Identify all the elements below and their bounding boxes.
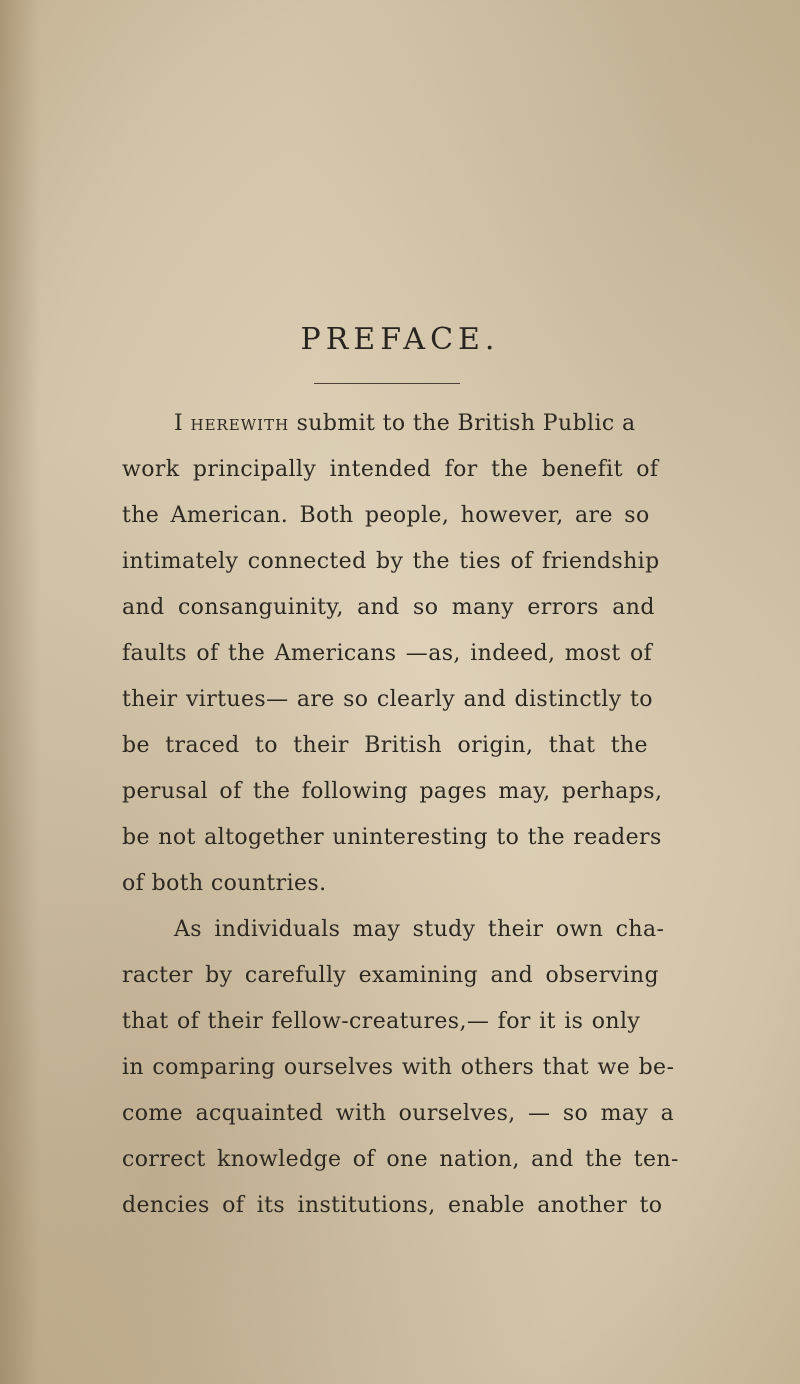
lead-text: I	[174, 411, 191, 436]
line-rest: submit to the British Public a	[289, 411, 636, 436]
smallcaps-text: herewith	[190, 411, 290, 436]
text-line: faults of the Americans —as, indeed, most of	[122, 641, 653, 666]
text-line: in comparing ourselves with others that we be-	[122, 1055, 675, 1080]
text-line: come acquainted with ourselves, — so may a	[122, 1101, 675, 1126]
text-line: be traced to their British origin, that the	[122, 733, 648, 758]
text-line: racter by carefully examining and observing	[122, 963, 659, 988]
text-line: intimately connected by the ties of friendship	[122, 549, 660, 574]
text-line: of both countries.	[122, 871, 327, 896]
title-rule	[314, 383, 460, 384]
text-line: As individuals may study their own cha-	[174, 917, 665, 942]
text-line: perusal of the following pages may, perhaps,	[122, 779, 663, 804]
text-line: that of their fellow-creatures,— for it is only	[122, 1009, 641, 1034]
text-line: the American. Both people, however, are so	[122, 503, 650, 528]
page-title: PREFACE.	[300, 322, 500, 357]
page-edge-shadow	[0, 0, 40, 1384]
text-line	[174, 410, 636, 438]
text-line: dencies of its institutions, enable another to	[122, 1193, 663, 1218]
text-line: their virtues— are so clearly and distinctly to	[122, 687, 653, 712]
text-line: correct knowledge of one nation, and the ten-	[122, 1147, 679, 1172]
text-line: and consanguinity, and so many errors and	[122, 595, 655, 620]
text-line: be not altogether uninteresting to the readers	[122, 825, 662, 850]
text-line: work principally intended for the benefit of	[122, 457, 659, 482]
